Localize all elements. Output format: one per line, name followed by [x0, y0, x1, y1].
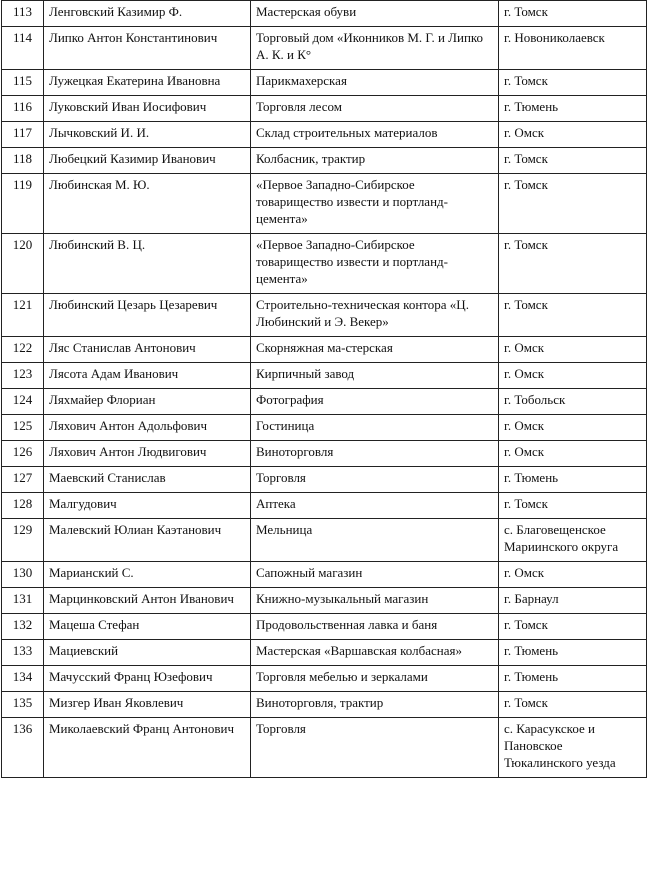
row-number: 130	[2, 562, 44, 588]
row-number: 126	[2, 441, 44, 467]
row-number: 136	[2, 718, 44, 778]
location: г. Тюмень	[499, 640, 647, 666]
table-row	[2, 389, 647, 415]
table-row	[2, 692, 647, 718]
row-number: 113	[2, 1, 44, 27]
business-type: Сапожный магазин	[251, 562, 499, 588]
entrepreneurs-table	[1, 0, 647, 778]
location: г. Томск	[499, 1, 647, 27]
table-row	[2, 519, 647, 562]
table-row	[2, 415, 647, 441]
table-row	[2, 294, 647, 337]
row-number: 129	[2, 519, 44, 562]
location: г. Томск	[499, 493, 647, 519]
business-type: Торговля	[251, 718, 499, 778]
person-name: Малевский Юлиан Каэтанович	[44, 519, 251, 562]
location: г. Томск	[499, 174, 647, 234]
business-type: Книжно-музыкальный магазин	[251, 588, 499, 614]
business-type: Мастерская обуви	[251, 1, 499, 27]
person-name: Марцинковский Антон Иванович	[44, 588, 251, 614]
location: г. Томск	[499, 614, 647, 640]
location: г. Новониколаевск	[499, 27, 647, 70]
table-row	[2, 562, 647, 588]
business-type: Колбасник, трактир	[251, 148, 499, 174]
row-number: 122	[2, 337, 44, 363]
person-name: Мачусский Франц Юзефович	[44, 666, 251, 692]
table-row	[2, 467, 647, 493]
table-row	[2, 363, 647, 389]
person-name: Луковский Иван Иосифович	[44, 96, 251, 122]
location: г. Тобольск	[499, 389, 647, 415]
business-type: Виноторговля, трактир	[251, 692, 499, 718]
row-number: 117	[2, 122, 44, 148]
location: г. Тюмень	[499, 96, 647, 122]
location: г. Томск	[499, 294, 647, 337]
person-name: Лужецкая Екатерина Ивановна	[44, 70, 251, 96]
row-number: 114	[2, 27, 44, 70]
table-row	[2, 234, 647, 294]
location: г. Омск	[499, 363, 647, 389]
location: г. Омск	[499, 122, 647, 148]
row-number: 124	[2, 389, 44, 415]
table-row	[2, 27, 647, 70]
row-number: 134	[2, 666, 44, 692]
table-row	[2, 640, 647, 666]
person-name: Маевский Станислав	[44, 467, 251, 493]
row-number: 115	[2, 70, 44, 96]
person-name: Любинский Цезарь Цезаревич	[44, 294, 251, 337]
row-number: 133	[2, 640, 44, 666]
person-name: Любинский В. Ц.	[44, 234, 251, 294]
business-type: Торговля	[251, 467, 499, 493]
table-row	[2, 337, 647, 363]
location: г. Тюмень	[499, 666, 647, 692]
business-type: Гостиница	[251, 415, 499, 441]
business-type: «Первое Западно-Сибирское товарищество извести и портланд-цемента»	[251, 174, 499, 234]
table-row	[2, 718, 647, 778]
business-type: Склад строительных материалов	[251, 122, 499, 148]
table-row	[2, 1, 647, 27]
row-number: 120	[2, 234, 44, 294]
table-row	[2, 70, 647, 96]
business-type: «Первое Западно-Сибирское товарищество извести и портланд-цемента»	[251, 234, 499, 294]
person-name: Ленговский Казимир Ф.	[44, 1, 251, 27]
business-type: Строительно-техническая контора «Ц. Любинский и Э. Векер»	[251, 294, 499, 337]
business-type: Аптека	[251, 493, 499, 519]
person-name: Ляс Станислав Антонович	[44, 337, 251, 363]
row-number: 121	[2, 294, 44, 337]
location: г. Томск	[499, 70, 647, 96]
row-number: 123	[2, 363, 44, 389]
location: г. Омск	[499, 562, 647, 588]
business-type: Фотография	[251, 389, 499, 415]
person-name: Ляхович Антон Людвигович	[44, 441, 251, 467]
business-type: Скорняжная ма-стерская	[251, 337, 499, 363]
business-type: Мастерская «Варшавская колбасная»	[251, 640, 499, 666]
row-number: 131	[2, 588, 44, 614]
row-number: 135	[2, 692, 44, 718]
business-type: Кирпичный завод	[251, 363, 499, 389]
person-name: Миколаевский Франц Антонович	[44, 718, 251, 778]
row-number: 118	[2, 148, 44, 174]
business-type: Виноторговля	[251, 441, 499, 467]
business-type: Мельница	[251, 519, 499, 562]
table-row	[2, 493, 647, 519]
row-number: 128	[2, 493, 44, 519]
table-row	[2, 441, 647, 467]
table-row	[2, 148, 647, 174]
person-name: Малгудович	[44, 493, 251, 519]
business-type: Торговый дом «Иконников М. Г. и Липко А. К. и К°	[251, 27, 499, 70]
person-name: Ляхович Антон Адольфович	[44, 415, 251, 441]
person-name: Мизгер Иван Яковлевич	[44, 692, 251, 718]
table-row	[2, 588, 647, 614]
person-name: Марианский С.	[44, 562, 251, 588]
table-row	[2, 174, 647, 234]
business-type: Продовольственная лавка и баня	[251, 614, 499, 640]
table-row	[2, 666, 647, 692]
row-number: 116	[2, 96, 44, 122]
location: с. Благовещенское Мариинского округа	[499, 519, 647, 562]
table-row	[2, 614, 647, 640]
person-name: Любецкий Казимир Иванович	[44, 148, 251, 174]
person-name: Любинская М. Ю.	[44, 174, 251, 234]
location: г. Томск	[499, 234, 647, 294]
location: г. Томск	[499, 692, 647, 718]
business-type: Торговля лесом	[251, 96, 499, 122]
row-number: 132	[2, 614, 44, 640]
location: г. Омск	[499, 337, 647, 363]
person-name: Мациевский	[44, 640, 251, 666]
row-number: 127	[2, 467, 44, 493]
location: с. Карасукское и Пановское Тюкалинского уезда	[499, 718, 647, 778]
location: г. Барнаул	[499, 588, 647, 614]
person-name: Мацеша Стефан	[44, 614, 251, 640]
person-name: Лясота Адам Иванович	[44, 363, 251, 389]
person-name: Липко Антон Константинович	[44, 27, 251, 70]
business-type: Парикмахерская	[251, 70, 499, 96]
person-name: Ляхмайер Флориан	[44, 389, 251, 415]
row-number: 125	[2, 415, 44, 441]
table-row	[2, 122, 647, 148]
table-row	[2, 96, 647, 122]
table-body	[2, 1, 647, 778]
location: г. Томск	[499, 148, 647, 174]
business-type: Торговля мебелью и зеркалами	[251, 666, 499, 692]
row-number: 119	[2, 174, 44, 234]
location: г. Омск	[499, 415, 647, 441]
location: г. Тюмень	[499, 467, 647, 493]
person-name: Лычковский И. И.	[44, 122, 251, 148]
location: г. Омск	[499, 441, 647, 467]
